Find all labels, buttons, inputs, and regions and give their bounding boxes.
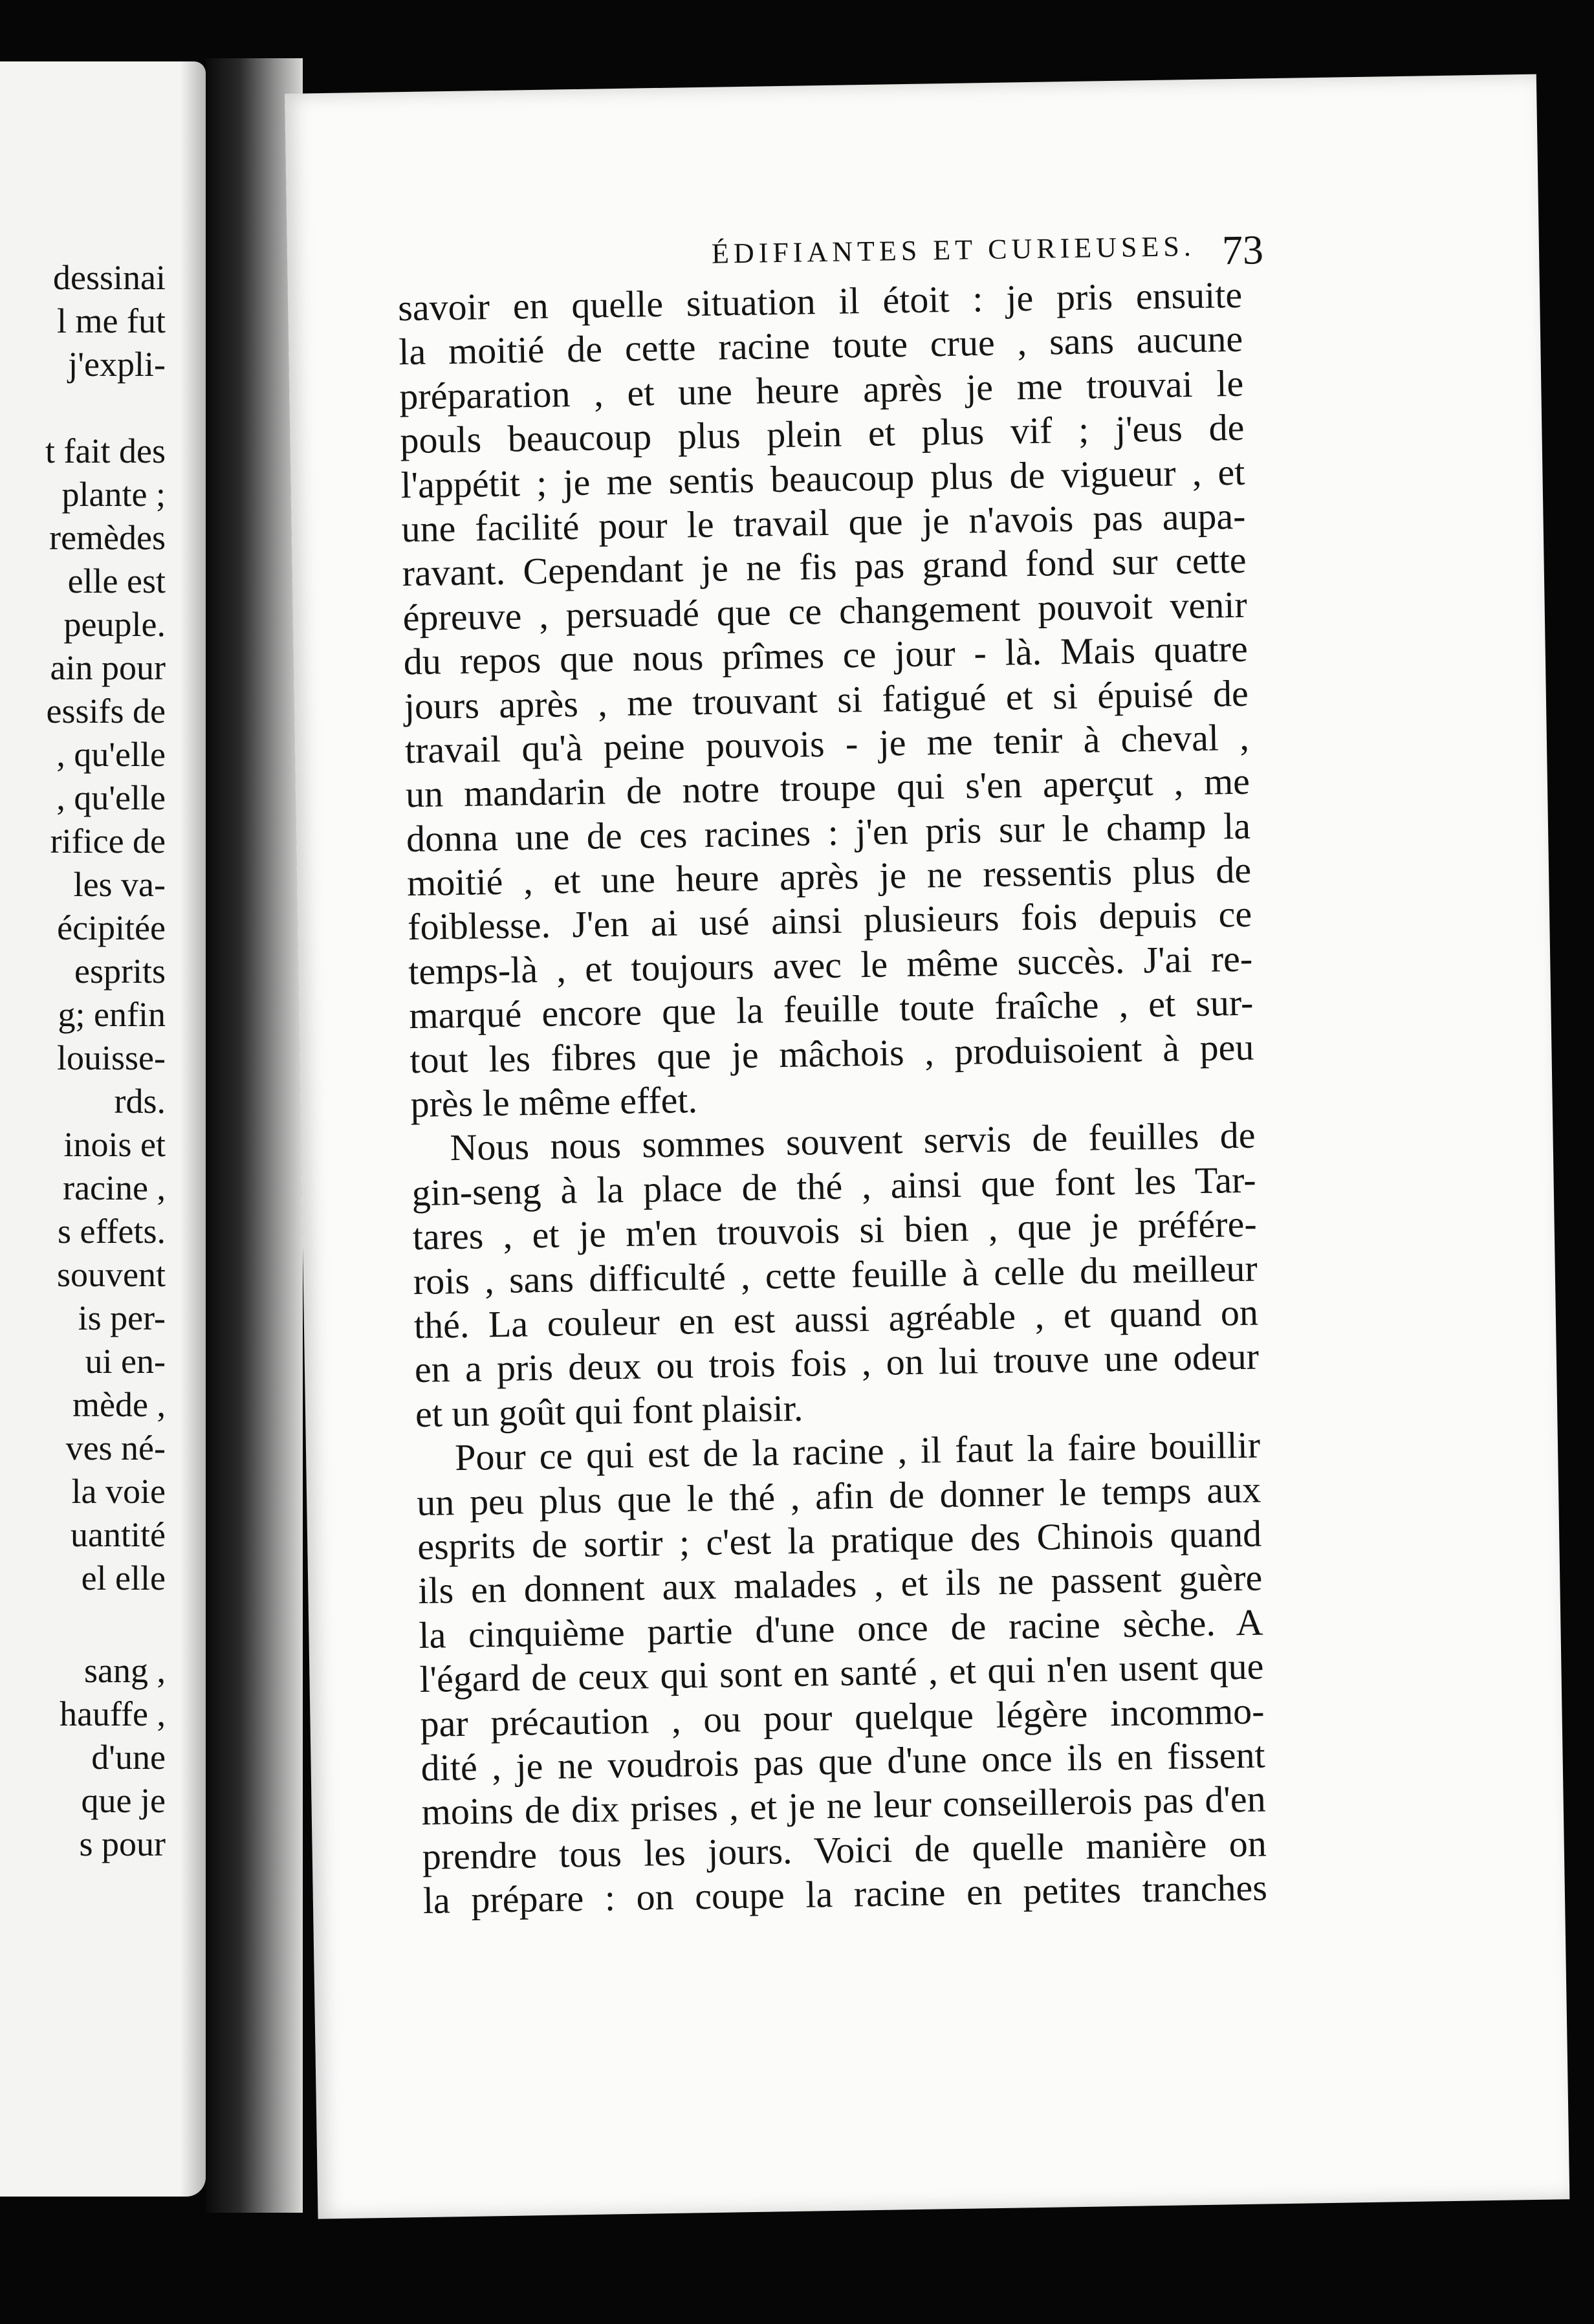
left-line: esprits <box>74 952 166 991</box>
text-line: savoir en quelle situation il étoit : je pris ensuite <box>397 273 1243 329</box>
text-line: jours après , me trouvant si fatigué et si épuisé de <box>404 672 1249 727</box>
left-line: la voie <box>71 1472 166 1511</box>
text-line: en a pris deux ou trois fois , on lui trouve une odeur <box>414 1335 1260 1391</box>
text-line: épreuve , persuadé que ce changement pouvoit venir <box>402 583 1248 639</box>
text-line: ils en donnent aux malades , et ils ne passent guère <box>417 1556 1263 1612</box>
text-line: tares , et je m'en trouvois si bien , que je préfére- <box>412 1202 1258 1258</box>
text-line: esprits de sortir ; c'est la pratique des Chinois quand <box>417 1512 1262 1568</box>
left-line: inois et <box>63 1125 166 1164</box>
left-line: rifice de <box>50 822 166 861</box>
text-line: l'égard de ceux qui sont en santé , et qui n'en usent que <box>419 1645 1264 1701</box>
left-line: plante ; <box>61 475 166 514</box>
left-line: louisse- <box>57 1038 166 1077</box>
left-line: t fait des <box>45 432 166 470</box>
left-line: uantité <box>71 1515 166 1554</box>
main-page-right <box>285 74 1569 2219</box>
text-line: un mandarin de notre troupe qui s'en aperçut , me <box>405 760 1250 816</box>
paragraph-start-line: Pour ce qui est de la racine , il faut la faire bouillir <box>454 1423 1261 1479</box>
text-line: donna une de ces racines : j'en pris sur le champ la <box>406 804 1251 860</box>
text-line: travail qu'à peine pouvois - je me tenir à cheval , <box>404 716 1250 772</box>
left-line: el elle <box>81 1559 166 1597</box>
left-line: hauffe , <box>60 1694 166 1733</box>
left-line: rds. <box>114 1082 166 1121</box>
text-line: moins de dix prises , et je ne leur conseillerois pas d'en <box>421 1777 1267 1834</box>
text-line: la prépare : on coupe la racine en petites tranches <box>422 1866 1268 1922</box>
text-line: une facilité pour le travail que je n'avois pas aupa- <box>401 494 1246 551</box>
text-line: du repos que nous prîmes ce jour - là. Mais quatre <box>403 627 1249 683</box>
left-line: ain pour <box>50 648 166 687</box>
left-line: , qu'elle <box>56 735 166 774</box>
text-line: temps-là , et toujours avec le même succès. J'ai re- <box>408 937 1253 993</box>
left-line: mède , <box>72 1385 166 1424</box>
left-line: racine , <box>63 1168 166 1207</box>
left-line: peuple. <box>63 605 166 644</box>
left-line: s effets. <box>58 1212 166 1251</box>
text-line: un peu plus que le thé , afin de donner le temps aux <box>416 1468 1261 1524</box>
left-line: écipitée <box>57 908 166 947</box>
left-line: souvent <box>57 1255 166 1294</box>
left-line: ves né- <box>65 1429 166 1467</box>
paragraph-start-line: Nous nous sommes souvent servis de feuilles de <box>450 1114 1256 1169</box>
left-line: les va- <box>73 865 166 904</box>
left-line: sang , <box>84 1651 166 1690</box>
text-line: la moitié de cette racine toute crue , sans aucune <box>398 318 1243 373</box>
left-line: essifs de <box>46 692 166 730</box>
text-line: pouls beaucoup plus plein et plus vif ; j'eus de <box>399 406 1245 462</box>
facing-page-left <box>0 61 206 2197</box>
left-line: ui en- <box>85 1342 166 1381</box>
text-line: thé. La couleur en est aussi agréable , et quand on <box>413 1291 1259 1347</box>
left-line: dessinai <box>53 258 166 297</box>
page-number: 73 <box>1221 226 1264 274</box>
text-line: gin-seng à la place de thé , ainsi que font les Tar- <box>411 1158 1257 1214</box>
text-line: prendre tous les jours. Voici de quelle manière on <box>422 1822 1267 1878</box>
text-line: et un goût qui font plaisir. <box>415 1387 803 1435</box>
left-line: j'expli- <box>68 345 166 384</box>
text-line: moitié , et une heure après je ne ressentis plus de <box>406 848 1252 904</box>
book-gutter-shadow <box>206 58 303 2213</box>
running-head: ÉDIFIANTES ET CURIEUSES. <box>711 230 1196 270</box>
left-line: s pour <box>79 1825 166 1863</box>
left-line: elle est <box>67 562 166 600</box>
left-line: , qu'elle <box>56 778 166 817</box>
left-line: d'une <box>91 1738 166 1777</box>
text-line: rois , sans difficulté , cette feuille à celle du meilleur <box>413 1247 1258 1302</box>
left-line: remèdes <box>49 518 166 557</box>
text-line: foiblesse. J'en ai usé ainsi plusieurs fois depuis ce <box>407 893 1252 948</box>
page-body-text <box>398 273 1268 1924</box>
text-line: la cinquième partie d'une once de racine sèche. A <box>418 1601 1263 1656</box>
left-line: que je <box>81 1781 166 1820</box>
left-line: is per- <box>78 1299 166 1337</box>
text-line: par précaution , ou pour quelque légère incommo- <box>420 1689 1265 1745</box>
text-line: dité , je ne voudrois pas que d'une once ils en fissent <box>420 1733 1266 1789</box>
left-line: l me fut <box>57 301 166 340</box>
left-line: g; enfin <box>58 995 166 1034</box>
text-line: préparation , et une heure après je me trouvai le <box>398 362 1244 418</box>
text-line: près le même effet. <box>410 1079 698 1126</box>
text-line: tout les fibres que je mâchois , produisoient à peu <box>409 1025 1254 1081</box>
text-line: ravant. Cependant je ne fis pas grand fond sur cette <box>402 539 1247 595</box>
text-line: marqué encore que la feuille toute fraîche , et sur- <box>408 981 1254 1037</box>
text-line: l'appétit ; je me sentis beaucoup plus de vigueur , et <box>400 450 1245 506</box>
